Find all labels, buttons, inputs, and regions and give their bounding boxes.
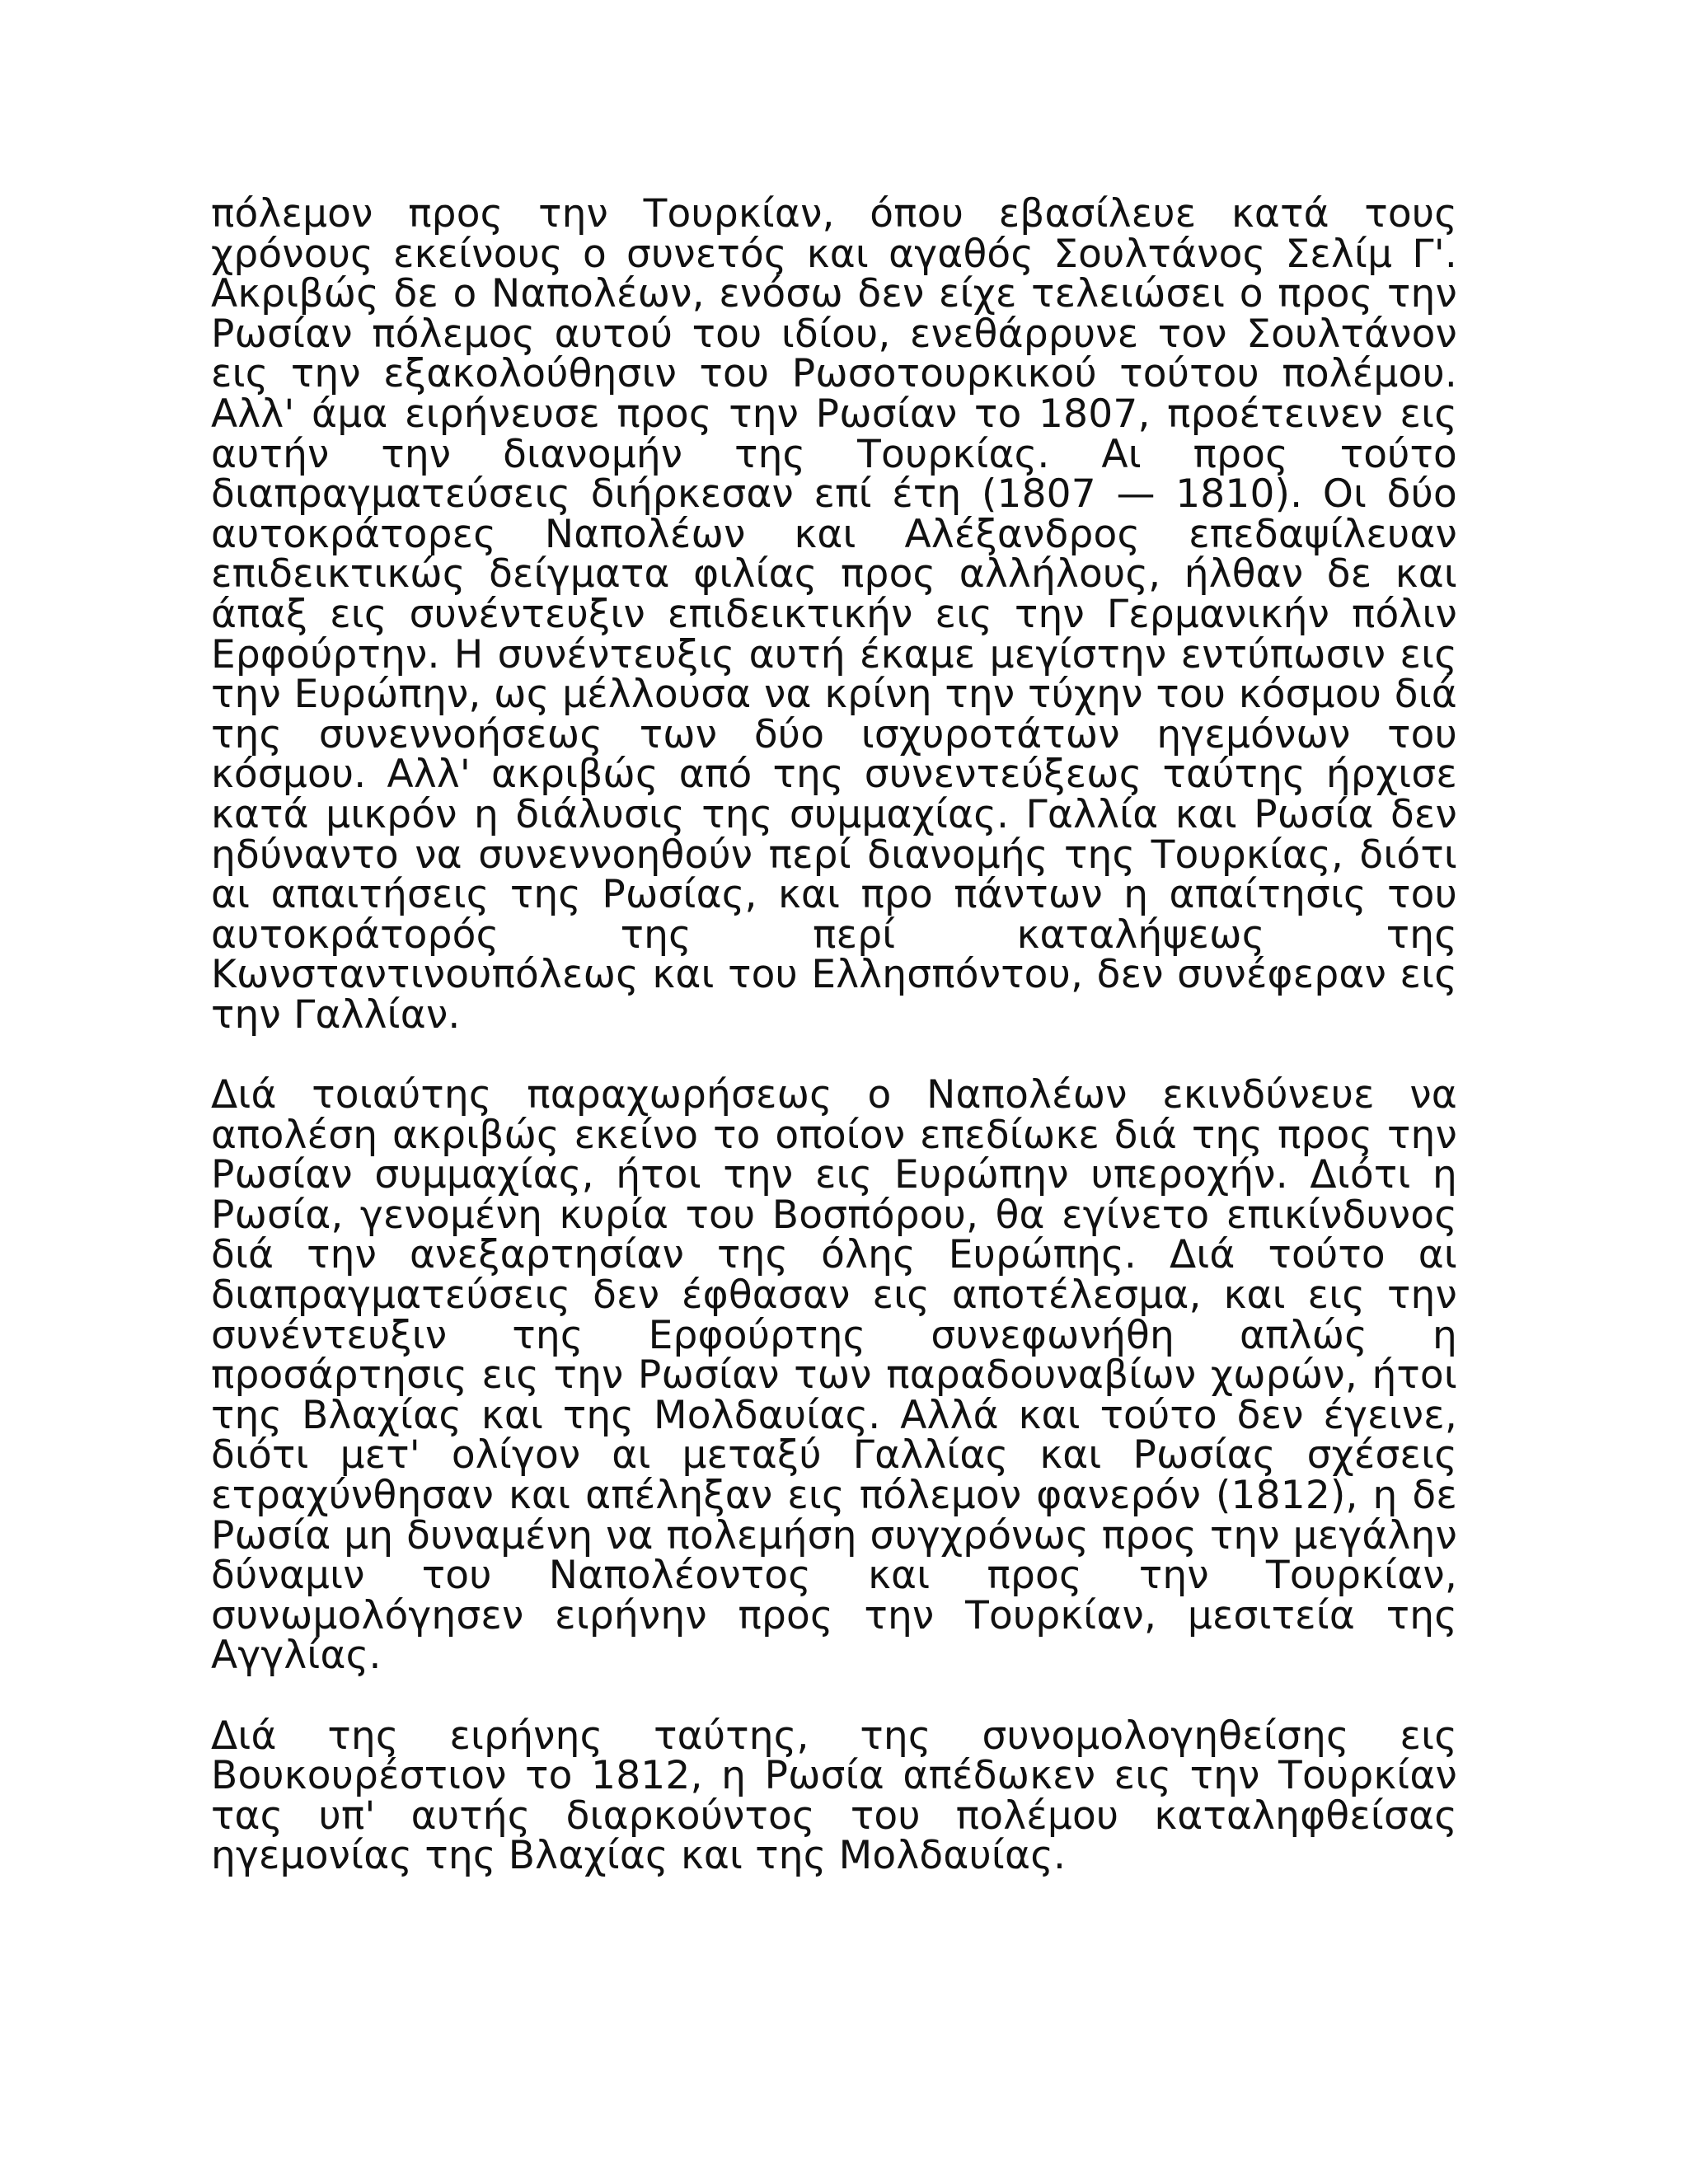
paragraph-1: πόλεμον προς την Τουρκίαν, όπου εβασίλευε κατά τους χρόνους εκείνους ο συνετός και αγαθός Σουλτάνος Σελίμ Γ'. Ακριβώς δε ο Ναπολέων, ενόσω δεν είχε τελειώσει ο προς την Ρωσίαν πόλεμος αυτού του ιδίου, ενεθάρρυνε τον Σουλτάνον εις την εξακολούθησιν του Ρωσοτουρκικού τούτου πολέμου. Αλλ' άμα ειρήνευσε προς την Ρωσίαν το 1807, προέτεινεν εις αυτήν την διανομήν της Τουρκίας. Αι προς τούτο διαπραγματεύσεις διήρκεσαν επί έτη (1807 — 1810). Οι δύο αυτοκράτορες Ναπολέων και Αλέξανδρος επεδαψίλευαν επιδεικτικώς δείγματα φιλίας προς αλλήλους, ήλθαν δε και άπαξ εις συνέντευξιν επιδεικτικήν εις την Γερμανικήν πόλιν Ερφούρτην. Η συνέντευξις αυτή έκαμε μεγίστην εντύπωσιν εις την Ευρώπην, ως μέλλουσα να κρίνη την τύχην του κόσμου διά της συνεννοήσεως των δύο ισχυροτάτων ηγεμόνων του κόσμου. Αλλ' ακριβώς από της συνεντεύξεως ταύτης ήρχισε κατά μικρόν η διάλυσις της συμμαχίας. Γαλλία και Ρωσία δεν ηδύναντο να συνεννοηθούν περί διανομής της Τουρκίας, διότι αι απαιτήσεις της Ρωσίας, και προ πάντων η απαίτησις του αυτοκράτορός της περί καταλήψεως της Κωνσταντινουπόλεως και του Ελλησπόντου, δεν συνέφεραν εις την Γαλλίαν.	[211, 191, 1457, 1038]
paragraph-2: Διά τοιαύτης παραχωρήσεως ο Ναπολέων εκινδύνευε να απολέση ακριβώς εκείνο το οποίον επεδίωκε διά της προς την Ρωσίαν συμμαχίας, ήτοι την εις Ευρώπην υπεροχήν. Διότι η Ρωσία, γενομένη κυρία του Βοσπόρου, θα εγίνετο επικίνδυνος διά την ανεξαρτησίαν της όλης Ευρώπης. Διά τούτο αι διαπραγματεύσεις δεν έφθασαν εις αποτέλεσμα, και εις την συνέντευξιν της Ερφούρτης συνεφωνήθη απλώς η προσάρτησις εις την Ρωσίαν των παραδουναβίων χωρών, ήτοι της Βλαχίας και της Μολδαυίας. Αλλά και τούτο δεν έγεινε, διότι μετ' ολίγον αι μεταξύ Γαλλίας και Ρωσίας σχέσεις ετραχύνθησαν και απέληξαν εις πόλεμον φανερόν (1812), η δε Ρωσία μη δυναμένη να πολεμήση συγχρόνως προς την μεγάλην δύναμιν του Ναπολέοντος και προς την Τουρκίαν, συνωμολόγησεν ειρήνην προς την Τουρκίαν, μεσιτεία της Αγγλίας.	[211, 1072, 1457, 1679]
paragraph-3: Διά της ειρήνης ταύτης, της συνομολογηθείσης εις Βουκουρέστιον το 1812, η Ρωσία απέδωκεν εις την Τουρκίαν τας υπ' αυτής διαρκούντος του πολέμου καταληφθείσας ηγεμονίας της Βλαχίας και της Μολδαυίας.	[211, 1713, 1457, 1879]
body-text	[211, 191, 1457, 1879]
